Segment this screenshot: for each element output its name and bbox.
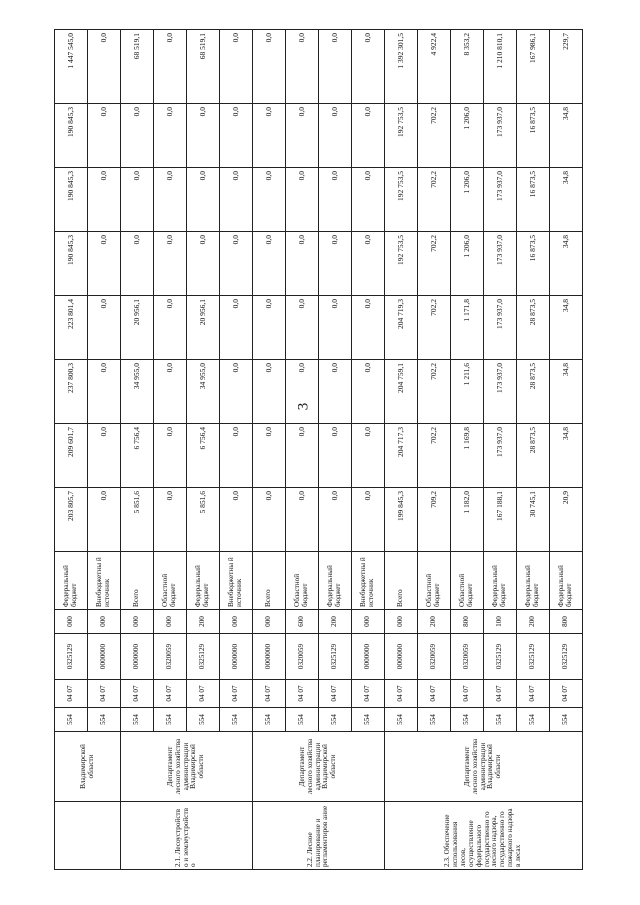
csr-cell: 0325129: [319, 634, 352, 680]
value-cell: 68 519,1: [121, 30, 154, 104]
grbs-cell: 554: [451, 708, 484, 732]
value-cell: 167 986,1: [517, 30, 550, 104]
value-cell: 20 956,1: [121, 296, 154, 360]
source-cell: Федеральный бюджет: [484, 552, 517, 610]
source-cell: Областной бюджет: [451, 552, 484, 610]
value-cell: 0,0: [88, 232, 121, 296]
csr-cell: 0320059: [286, 634, 319, 680]
value-cell: 0,0: [352, 168, 385, 232]
rzpr-cell: 04 07: [451, 680, 484, 708]
csr-cell: 0325129: [55, 634, 88, 680]
source-cell: Внебюджетны й источник: [352, 552, 385, 610]
value-cell: 34,8: [550, 296, 583, 360]
rzpr-cell: 04 07: [352, 680, 385, 708]
grbs-cell: 554: [286, 708, 319, 732]
value-cell: 173 937,0: [484, 104, 517, 168]
value-cell: 0,0: [286, 424, 319, 488]
source-cell: Федеральный бюджет: [550, 552, 583, 610]
value-cell: 20 956,1: [187, 296, 220, 360]
value-cell: 702,2: [418, 104, 451, 168]
value-cell: 0,0: [319, 168, 352, 232]
value-cell: 192 753,5: [385, 232, 418, 296]
table-row: [121, 30, 154, 870]
csr-cell: 0325129: [187, 634, 220, 680]
section-cell: 2.2. Лесное планирование и регламентиров ание: [253, 802, 385, 870]
source-cell: Внебюджетны й источник: [88, 552, 121, 610]
csr-cell: 0325129: [484, 634, 517, 680]
source-cell: Областной бюджет: [286, 552, 319, 610]
value-cell: 0,0: [88, 30, 121, 104]
value-cell: 0,0: [154, 488, 187, 552]
source-cell: Всего: [385, 552, 418, 610]
rzpr-cell: 04 07: [88, 680, 121, 708]
value-cell: 223 801,4: [55, 296, 88, 360]
value-cell: 190 845,3: [55, 232, 88, 296]
table-body: [55, 30, 583, 870]
vr-cell: 000: [253, 610, 286, 634]
section-cell: 2.3. Обеспечение использования лесов, осуществление федерального государственно го лесного надзора, государственно го пожарного надзора в лесах: [385, 802, 583, 870]
value-cell: 0,0: [286, 30, 319, 104]
vr-cell: 200: [187, 610, 220, 634]
value-cell: 0,0: [121, 104, 154, 168]
table-row: [253, 30, 286, 870]
csr-cell: 0000000: [220, 634, 253, 680]
grbs-cell: 554: [385, 708, 418, 732]
value-cell: 0,0: [253, 296, 286, 360]
value-cell: 173 937,0: [484, 168, 517, 232]
grbs-cell: 554: [121, 708, 154, 732]
section-cell: 2.1. Лесоустройств о и землеустройств о: [121, 802, 253, 870]
rzpr-cell: 04 07: [484, 680, 517, 708]
value-cell: 0,0: [187, 168, 220, 232]
vr-cell: 200: [418, 610, 451, 634]
value-cell: 702,2: [418, 232, 451, 296]
value-cell: 1 210 810,1: [484, 30, 517, 104]
value-cell: 0,0: [352, 104, 385, 168]
value-cell: 0,0: [220, 104, 253, 168]
vr-cell: 000: [55, 610, 88, 634]
value-cell: 0,0: [220, 232, 253, 296]
value-cell: 0,0: [253, 168, 286, 232]
value-cell: 0,0: [286, 168, 319, 232]
value-cell: 0,0: [286, 104, 319, 168]
vr-cell: 200: [517, 610, 550, 634]
rotated-document: [54, 30, 594, 870]
rzpr-cell: 04 07: [319, 680, 352, 708]
value-cell: 204 759,1: [385, 360, 418, 424]
value-cell: 0,0: [88, 168, 121, 232]
csr-cell: 0000000: [352, 634, 385, 680]
value-cell: 28 873,5: [517, 360, 550, 424]
value-cell: 173 937,0: [484, 232, 517, 296]
value-cell: 30 745,1: [517, 488, 550, 552]
value-cell: 1 206,0: [451, 168, 484, 232]
rzpr-cell: 04 07: [286, 680, 319, 708]
value-cell: 0,0: [319, 104, 352, 168]
value-cell: 0,0: [253, 360, 286, 424]
value-cell: 5 851,6: [187, 488, 220, 552]
value-cell: 68 519,1: [187, 30, 220, 104]
executor-cell: Департамент лесного хозяйства администрации Владимирской области: [253, 732, 385, 802]
vr-cell: 000: [88, 610, 121, 634]
grbs-cell: 554: [550, 708, 583, 732]
value-cell: 0,0: [286, 360, 319, 424]
table-row: [55, 30, 88, 870]
value-cell: 0,0: [253, 30, 286, 104]
rzpr-cell: 04 07: [517, 680, 550, 708]
value-cell: 0,0: [352, 424, 385, 488]
value-cell: 1 447 545,0: [55, 30, 88, 104]
value-cell: 0,0: [154, 424, 187, 488]
executor-cell: Департамент лесного хозяйства администрации Владимирской области: [121, 732, 253, 802]
value-cell: 28 873,5: [517, 424, 550, 488]
value-cell: 0,0: [220, 360, 253, 424]
csr-cell: 0320059: [154, 634, 187, 680]
value-cell: 709,2: [418, 488, 451, 552]
csr-cell: 0000000: [253, 634, 286, 680]
vr-cell: 800: [550, 610, 583, 634]
value-cell: 204 719,3: [385, 296, 418, 360]
value-cell: 16 873,5: [517, 104, 550, 168]
value-cell: 28 873,5: [517, 296, 550, 360]
csr-cell: 0325129: [550, 634, 583, 680]
value-cell: 203 805,7: [55, 488, 88, 552]
value-cell: 0,0: [319, 488, 352, 552]
csr-cell: 0000000: [121, 634, 154, 680]
value-cell: 1 392 301,5: [385, 30, 418, 104]
rzpr-cell: 04 07: [154, 680, 187, 708]
csr-cell: 0000000: [88, 634, 121, 680]
grbs-cell: 554: [220, 708, 253, 732]
value-cell: 0,0: [121, 232, 154, 296]
grbs-cell: 554: [187, 708, 220, 732]
value-cell: 0,0: [154, 296, 187, 360]
value-cell: 192 753,5: [385, 104, 418, 168]
source-cell: Федеральный бюджет: [517, 552, 550, 610]
executor-cell: Департамент лесного хозяйства администрации Владимирской области: [385, 732, 583, 802]
grbs-cell: 554: [319, 708, 352, 732]
value-cell: 16 873,5: [517, 168, 550, 232]
vr-cell: 000: [352, 610, 385, 634]
value-cell: 0,0: [253, 232, 286, 296]
value-cell: 192 753,5: [385, 168, 418, 232]
rzpr-cell: 04 07: [385, 680, 418, 708]
value-cell: 0,0: [88, 488, 121, 552]
value-cell: 6 756,4: [187, 424, 220, 488]
source-cell: Федеральный бюджет: [319, 552, 352, 610]
executor-cell: Владимирской области: [55, 732, 121, 802]
value-cell: 0,0: [154, 232, 187, 296]
value-cell: 34,8: [550, 168, 583, 232]
value-cell: 0,0: [253, 424, 286, 488]
value-cell: 1 169,8: [451, 424, 484, 488]
value-cell: 20,9: [550, 488, 583, 552]
grbs-cell: 554: [55, 708, 88, 732]
value-cell: 0,0: [319, 232, 352, 296]
value-cell: 702,2: [418, 360, 451, 424]
page-number: 3: [295, 402, 312, 411]
value-cell: 5 851,6: [121, 488, 154, 552]
rzpr-cell: 04 07: [187, 680, 220, 708]
value-cell: 702,2: [418, 168, 451, 232]
value-cell: 0,0: [154, 360, 187, 424]
value-cell: 167 188,1: [484, 488, 517, 552]
value-cell: 1 211,6: [451, 360, 484, 424]
value-cell: 0,0: [220, 30, 253, 104]
grbs-cell: 554: [154, 708, 187, 732]
value-cell: 0,0: [121, 168, 154, 232]
value-cell: 34 955,0: [187, 360, 220, 424]
vr-cell: 000: [121, 610, 154, 634]
csr-cell: 0320059: [418, 634, 451, 680]
rzpr-cell: 04 07: [418, 680, 451, 708]
csr-cell: 0000000: [385, 634, 418, 680]
value-cell: 0,0: [319, 30, 352, 104]
vr-cell: 000: [220, 610, 253, 634]
value-cell: 0,0: [319, 360, 352, 424]
value-cell: 6 756,4: [121, 424, 154, 488]
grbs-cell: 554: [253, 708, 286, 732]
value-cell: 0,0: [352, 296, 385, 360]
value-cell: 0,0: [352, 360, 385, 424]
value-cell: 34,8: [550, 424, 583, 488]
value-cell: 0,0: [352, 30, 385, 104]
vr-cell: 000: [385, 610, 418, 634]
value-cell: 199 845,3: [385, 488, 418, 552]
value-cell: 173 937,0: [484, 360, 517, 424]
value-cell: 229,7: [550, 30, 583, 104]
csr-cell: 0325129: [517, 634, 550, 680]
value-cell: 237 800,3: [55, 360, 88, 424]
value-cell: 209 601,7: [55, 424, 88, 488]
vr-cell: 600: [286, 610, 319, 634]
value-cell: 190 845,3: [55, 104, 88, 168]
value-cell: 1 206,0: [451, 232, 484, 296]
value-cell: 0,0: [319, 296, 352, 360]
source-cell: Внебюджетны й источник: [220, 552, 253, 610]
value-cell: 34,8: [550, 360, 583, 424]
budget-table: [54, 29, 583, 870]
value-cell: 0,0: [286, 232, 319, 296]
value-cell: 34 955,0: [121, 360, 154, 424]
value-cell: 0,0: [88, 424, 121, 488]
grbs-cell: 554: [517, 708, 550, 732]
value-cell: 0,0: [187, 104, 220, 168]
source-cell: Областной бюджет: [154, 552, 187, 610]
grbs-cell: 554: [418, 708, 451, 732]
value-cell: 0,0: [253, 104, 286, 168]
rzpr-cell: 04 07: [550, 680, 583, 708]
source-cell: Всего: [253, 552, 286, 610]
rzpr-cell: 04 07: [220, 680, 253, 708]
section-cell: [55, 802, 121, 870]
value-cell: 1 206,0: [451, 104, 484, 168]
value-cell: 0,0: [286, 488, 319, 552]
value-cell: 0,0: [220, 424, 253, 488]
value-cell: 0,0: [352, 232, 385, 296]
rzpr-cell: 04 07: [55, 680, 88, 708]
value-cell: 0,0: [154, 30, 187, 104]
value-cell: 702,2: [418, 424, 451, 488]
value-cell: 0,0: [88, 296, 121, 360]
value-cell: 0,0: [352, 488, 385, 552]
value-cell: 0,0: [286, 296, 319, 360]
vr-cell: 800: [451, 610, 484, 634]
value-cell: 0,0: [220, 488, 253, 552]
rzpr-cell: 04 07: [121, 680, 154, 708]
grbs-cell: 554: [88, 708, 121, 732]
value-cell: 204 717,3: [385, 424, 418, 488]
vr-cell: 000: [154, 610, 187, 634]
source-cell: Областной бюджет: [418, 552, 451, 610]
source-cell: Федеральный бюджет: [187, 552, 220, 610]
vr-cell: 100: [484, 610, 517, 634]
value-cell: 0,0: [154, 168, 187, 232]
source-cell: Федеральный бюджет: [55, 552, 88, 610]
value-cell: 0,0: [154, 104, 187, 168]
value-cell: 0,0: [220, 168, 253, 232]
table-row: [385, 30, 418, 870]
csr-cell: 0320059: [451, 634, 484, 680]
grbs-cell: 554: [352, 708, 385, 732]
value-cell: 1 171,8: [451, 296, 484, 360]
value-cell: 34,8: [550, 104, 583, 168]
value-cell: 0,0: [253, 488, 286, 552]
value-cell: 702,2: [418, 296, 451, 360]
value-cell: 0,0: [319, 424, 352, 488]
vr-cell: 200: [319, 610, 352, 634]
value-cell: 8 353,2: [451, 30, 484, 104]
value-cell: 0,0: [88, 360, 121, 424]
grbs-cell: 554: [484, 708, 517, 732]
source-cell: Всего: [121, 552, 154, 610]
value-cell: 0,0: [220, 296, 253, 360]
value-cell: 34,8: [550, 232, 583, 296]
value-cell: 173 937,0: [484, 424, 517, 488]
value-cell: 173 937,0: [484, 296, 517, 360]
rzpr-cell: 04 07: [253, 680, 286, 708]
value-cell: 190 845,3: [55, 168, 88, 232]
value-cell: 0,0: [88, 104, 121, 168]
value-cell: 1 182,0: [451, 488, 484, 552]
value-cell: 4 922,4: [418, 30, 451, 104]
value-cell: 0,0: [187, 232, 220, 296]
value-cell: 16 873,5: [517, 232, 550, 296]
